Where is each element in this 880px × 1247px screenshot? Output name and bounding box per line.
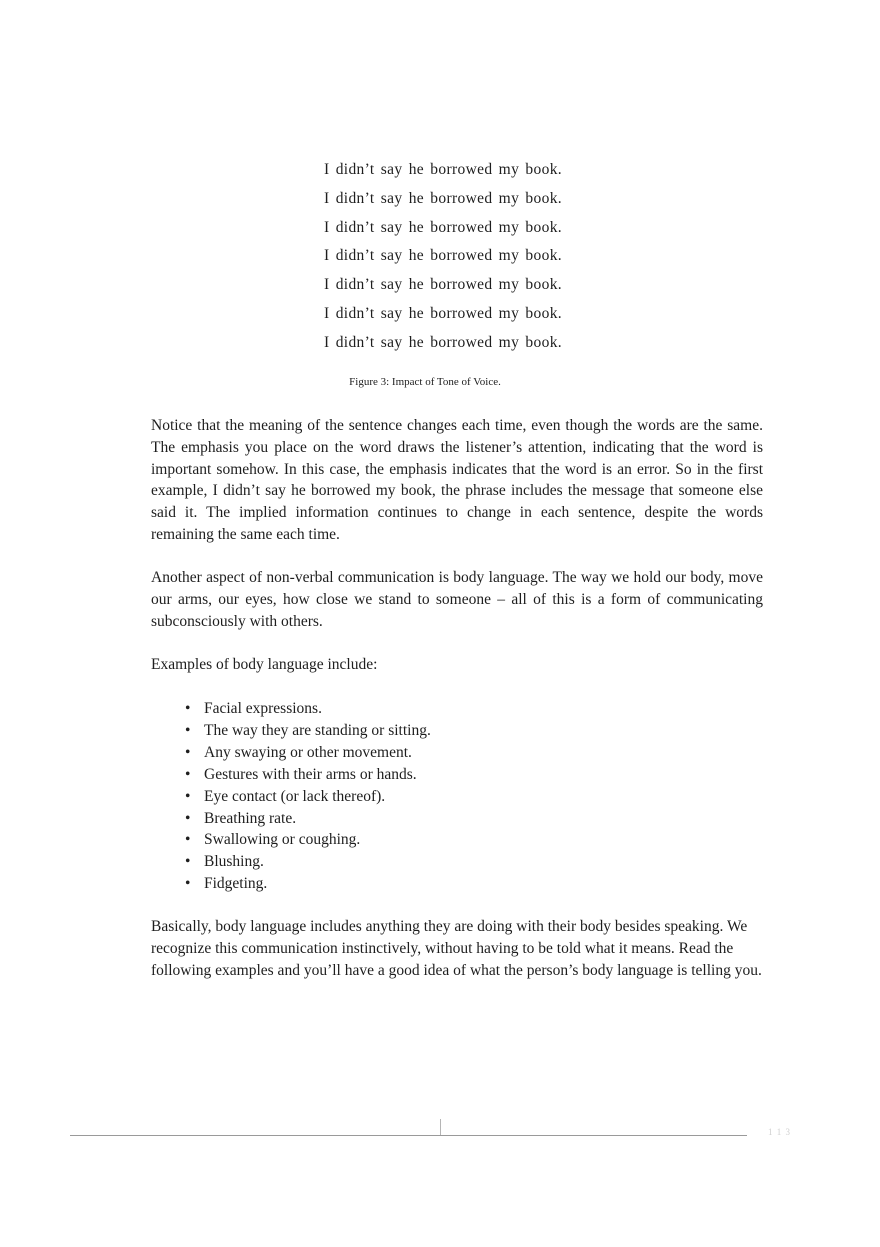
figure-caption: Figure 3: Impact of Tone of Voice. (349, 376, 501, 388)
body-language-list (185, 698, 431, 895)
bullet-icon: • (185, 809, 191, 827)
figure-sentence: I didn’t say he borrowed my book. (323, 161, 563, 178)
bullet-icon: • (185, 787, 191, 805)
bullet-icon: • (185, 853, 191, 871)
paragraph-body-language: Another aspect of non-verbal communication is body language. The way we hold our body, move our arms, our eyes, how close we stand to someone – all of this is a form of communicating subconsciously with others. (151, 569, 763, 630)
list-item (185, 720, 431, 742)
list-item-text: The way they are standing or sitting. (204, 721, 431, 739)
list-item (185, 698, 431, 720)
bullet-icon: • (185, 875, 191, 893)
bullet-icon: • (185, 831, 191, 849)
figure-sentence: I didn’t say he borrowed my book. (323, 304, 563, 322)
list-item-text: Swallowing or coughing. (204, 831, 361, 849)
list-item-text: Breathing rate. (204, 809, 297, 827)
bullet-icon: • (185, 700, 191, 717)
paragraph-summary: Basically, body language includes anything they are doing with their body besides speaking. We recognize this communication instinctively, without having to be told what it means. Read the following examples and you’ll have a good idea of what the person’s body language is telling you. (151, 918, 762, 979)
list-item (185, 786, 431, 808)
list-item-text: Facial expressions. (204, 700, 322, 717)
paragraph-meaning: Notice that the meaning of the sentence changes each time, even though the words are the same. The emphasis you place on the word draws the listener’s attention, indicating that the word is important somehow. In this case, the emphasis indicates that the word is an error. So in the first example, I didn’t say he borrowed my book, the phrase includes the message that someone else said it. The implied information continues to change in each sentence, despite the words remaining the same each time. (151, 417, 763, 543)
list-item-text: Fidgeting. (204, 875, 268, 893)
page-number: 1 1 3 (768, 1127, 791, 1137)
figure-sentence-list (0, 156, 880, 358)
list-item (185, 764, 431, 786)
footer-divider-tick (440, 1119, 441, 1135)
list-item-text: Blushing. (204, 853, 264, 871)
footer-rule (70, 1135, 747, 1136)
figure-sentence: I didn’t say he borrowed my book. (323, 189, 563, 207)
bullet-icon: • (185, 743, 191, 761)
figure-sentence: I didn’t say he borrowed my book. (323, 218, 563, 236)
list-item-text: Any swaying or other movement. (204, 743, 412, 761)
figure-sentence: I didn’t say he borrowed my book. (323, 247, 563, 265)
list-item (185, 873, 431, 895)
figure-sentence: I didn’t say he borrowed my book. (323, 333, 563, 351)
bullet-icon: • (185, 765, 191, 783)
list-item (185, 829, 431, 851)
figure-sentence: I didn’t say he borrowed my book. (323, 276, 563, 294)
bullet-icon: • (185, 721, 191, 739)
list-item-text: Gestures with their arms or hands. (204, 765, 417, 783)
paragraph-examples-intro: Examples of body language include: (151, 656, 378, 673)
list-item-text: Eye contact (or lack thereof). (204, 787, 386, 805)
list-item (185, 742, 431, 764)
list-item (185, 808, 431, 830)
list-item (185, 851, 431, 873)
